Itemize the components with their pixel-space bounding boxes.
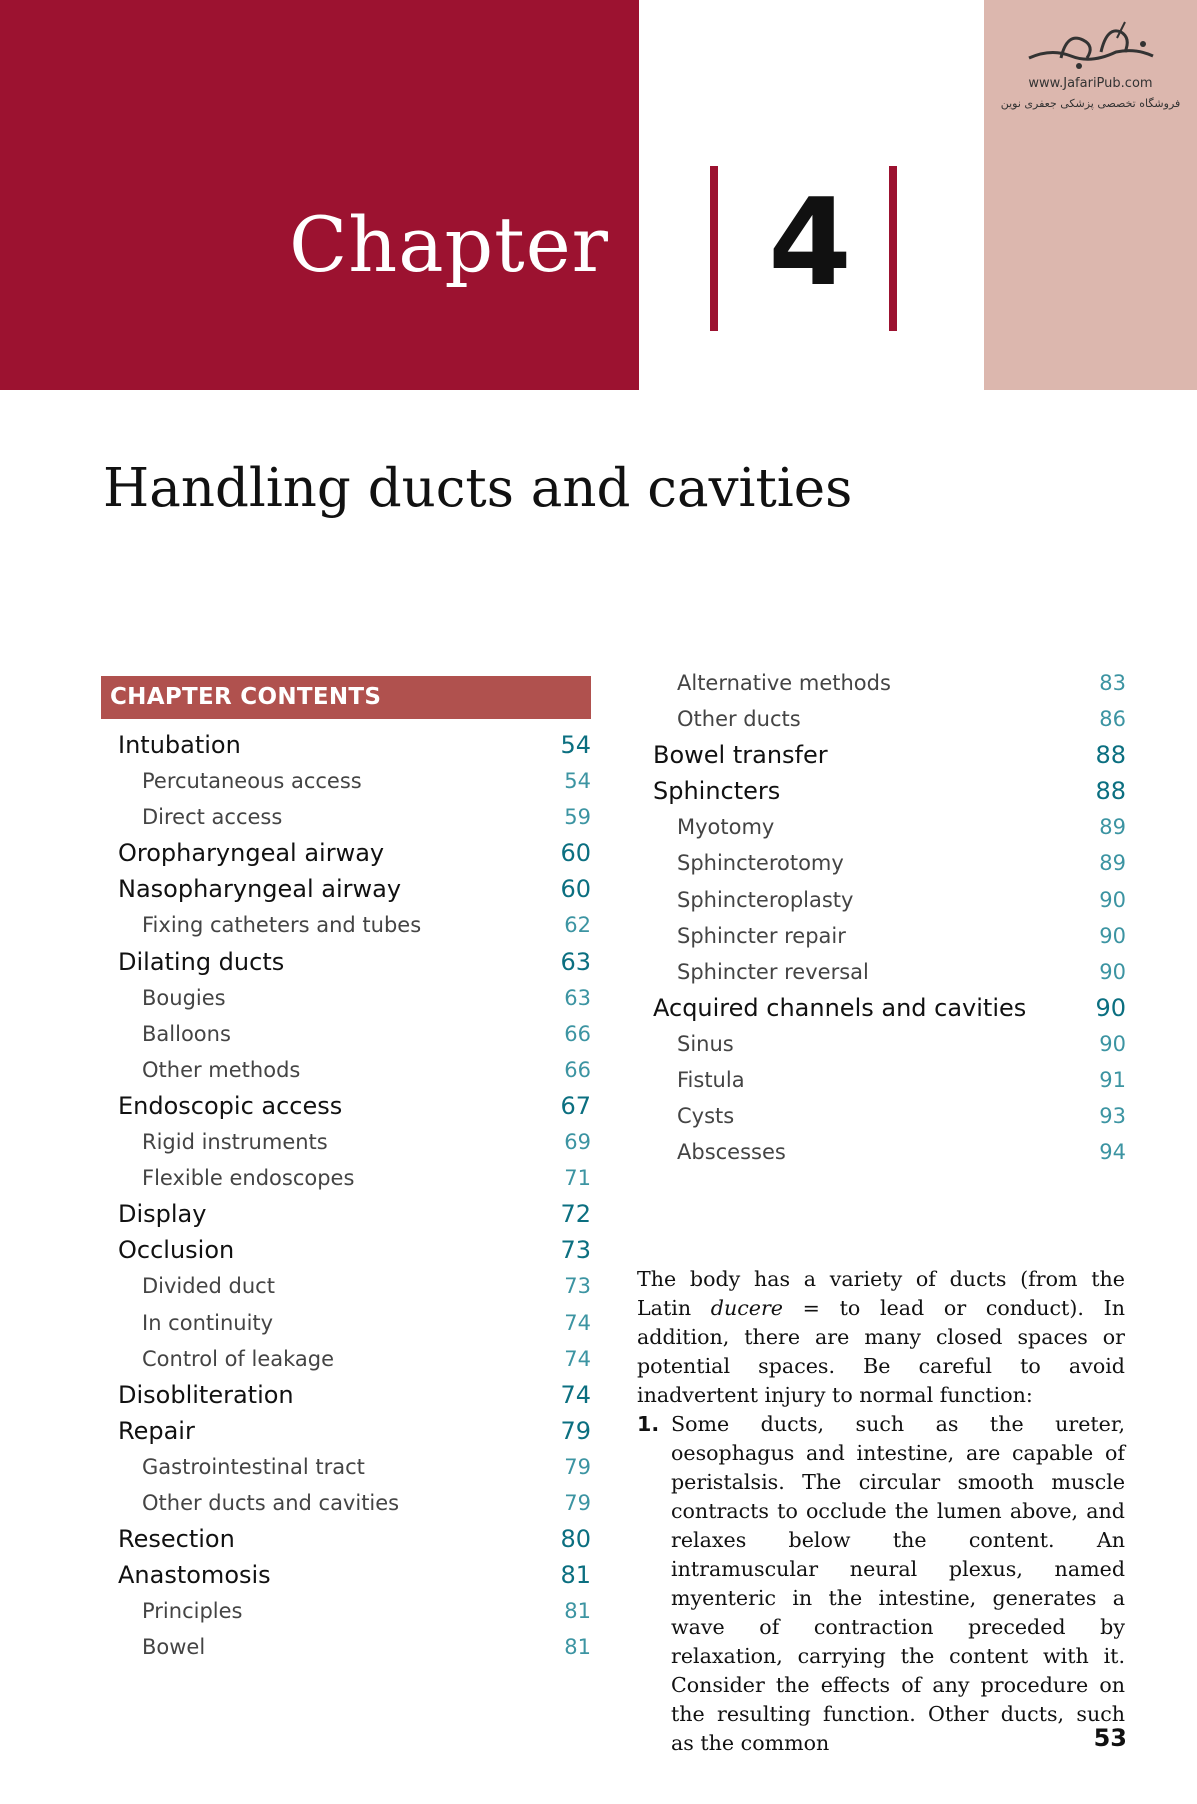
toc-entry-page[interactable]: 66 (564, 1021, 591, 1046)
toc-entry[interactable] (118, 1557, 591, 1593)
toc-entry[interactable] (118, 944, 591, 980)
toc-entry-label: Occlusion (118, 1236, 235, 1265)
toc-entry-page[interactable]: 72 (560, 1200, 591, 1229)
toc-entry-label: Balloons (142, 1021, 231, 1046)
toc-entry[interactable] (653, 665, 1126, 701)
chapter-bar-right (889, 166, 897, 331)
toc-entry-label: Rigid instruments (142, 1130, 328, 1155)
toc-entry-page[interactable]: 81 (564, 1635, 591, 1660)
toc-entry[interactable] (118, 1232, 591, 1268)
toc-entry[interactable] (653, 882, 1126, 918)
toc-entry-page[interactable]: 79 (564, 1454, 591, 1479)
toc-entry-label: Gastrointestinal tract (142, 1454, 365, 1479)
toc-entry-page[interactable]: 59 (564, 805, 591, 830)
toc-entry-page[interactable]: 90 (1099, 923, 1126, 948)
toc-entry-label: Disobliteration (118, 1380, 294, 1409)
toc-entry-label: Other ducts (677, 707, 801, 732)
toc-entry[interactable] (118, 980, 591, 1016)
intro-text-end: = to lead or conduct). In addition, there are many closed spaces or potential spaces. Be careful to avoid inadvertent injury to normal function: (637, 1296, 1125, 1407)
toc-entry-label: Sphincters (653, 777, 781, 806)
toc-entry-page[interactable]: 89 (1099, 851, 1126, 876)
item-text: Some ducts, such as the ureter, oesophagus and intestine, are capable of peristalsis. The circular smooth muscle contracts to occlude the lumen above, and relaxes below the content. An intramuscular neural plexus, named myenteric in the intestine, generates a wave of contraction preceded by relaxation, carrying the content with it. Consider the effects of any procedure on the resulting function. Other ducts, such as the common (671, 1412, 1125, 1755)
toc-entry-label: Oropharyngeal airway (118, 839, 385, 868)
numbered-item (637, 1410, 1125, 1758)
toc-entry-label: Flexible endoscopes (142, 1166, 355, 1191)
toc-entry-page[interactable]: 89 (1099, 815, 1126, 840)
publisher-tagline: فروشگاه تخصصی پزشکی جعفری نوین (1000, 97, 1181, 110)
toc-entry[interactable] (118, 1052, 591, 1088)
toc-entry-page[interactable]: 94 (1099, 1140, 1126, 1165)
toc-entry-label: Bowel transfer (653, 741, 828, 770)
toc-entry-label: Repair (118, 1416, 195, 1445)
chapter-number: 4 (768, 174, 852, 313)
toc-entry-page[interactable]: 79 (560, 1416, 591, 1445)
toc-entry[interactable] (653, 918, 1126, 954)
toc-entry-page[interactable]: 88 (1095, 777, 1126, 806)
toc-entry[interactable] (653, 990, 1126, 1026)
toc-entry[interactable] (118, 1268, 591, 1304)
toc-entry-label: Display (118, 1200, 207, 1229)
toc-entry-label: Intubation (118, 731, 241, 759)
toc-entry[interactable] (118, 1088, 591, 1124)
toc-entry-label: Sphincter repair (677, 923, 846, 948)
toc-entry-label: Myotomy (677, 815, 775, 840)
publisher-logo-icon (1021, 18, 1161, 74)
toc-entry[interactable] (118, 1160, 591, 1196)
body-text (637, 1265, 1125, 1758)
toc-entry-label: Other methods (142, 1057, 301, 1082)
toc-entry-label: Endoscopic access (118, 1091, 343, 1120)
toc-entry-label: Sinus (677, 1031, 734, 1056)
contents-list-left (118, 727, 591, 1665)
toc-entry-page[interactable]: 54 (560, 731, 591, 759)
toc-entry[interactable] (653, 737, 1126, 773)
toc-entry-page[interactable]: 74 (564, 1346, 591, 1371)
toc-entry-label: Bougies (142, 985, 226, 1010)
toc-entry-label: Percutaneous access (142, 769, 362, 794)
toc-entry-page[interactable]: 86 (1099, 707, 1126, 732)
toc-entry-page[interactable]: 71 (564, 1166, 591, 1191)
toc-entry-page[interactable]: 81 (560, 1561, 591, 1590)
toc-entry-page[interactable]: 54 (564, 769, 591, 794)
toc-entry-page[interactable]: 91 (1099, 1068, 1126, 1093)
toc-entry[interactable] (653, 1134, 1126, 1170)
toc-entry[interactable] (118, 835, 591, 871)
toc-entry[interactable] (653, 1098, 1126, 1134)
toc-entry[interactable] (118, 1196, 591, 1232)
toc-entry-page[interactable]: 69 (564, 1130, 591, 1155)
toc-entry[interactable] (118, 727, 591, 763)
item-number: 1. (637, 1412, 660, 1436)
intro-text-start: The body has a variety of ducts (from the Latin (637, 1267, 1125, 1320)
toc-entry-page[interactable]: 67 (560, 1091, 591, 1120)
toc-entry[interactable] (653, 701, 1126, 737)
toc-entry[interactable] (118, 1341, 591, 1377)
toc-entry-label: Fistula (677, 1068, 745, 1093)
toc-entry-label: Nasopharyngeal airway (118, 875, 402, 904)
toc-entry-label: Anastomosis (118, 1561, 271, 1590)
chapter-title: Handling ducts and cavities (103, 458, 853, 519)
toc-entry[interactable] (653, 809, 1126, 845)
toc-entry-label: Sphincter reversal (677, 959, 869, 984)
toc-entry[interactable] (118, 1016, 591, 1052)
toc-entry[interactable] (118, 1124, 591, 1160)
toc-entry-label: Sphincterotomy (677, 851, 844, 876)
toc-entry-label: Abscesses (677, 1140, 786, 1165)
toc-entry-label: Dilating ducts (118, 947, 285, 976)
toc-entry[interactable] (653, 1026, 1126, 1062)
publisher-watermark (984, 18, 1197, 110)
toc-entry-page[interactable]: 74 (564, 1310, 591, 1335)
toc-entry-label: Control of leakage (142, 1346, 335, 1371)
toc-entry[interactable] (653, 845, 1126, 881)
latin-term: ducere (710, 1296, 783, 1320)
toc-entry-page[interactable]: 60 (560, 875, 591, 904)
toc-entry-page[interactable]: 63 (564, 985, 591, 1010)
toc-entry[interactable] (118, 1593, 591, 1629)
toc-entry-page[interactable]: 62 (564, 913, 591, 938)
toc-entry[interactable] (118, 1485, 591, 1521)
toc-entry-label: Divided duct (142, 1274, 275, 1299)
toc-entry-label: In continuity (142, 1310, 274, 1335)
toc-entry[interactable] (653, 954, 1126, 990)
toc-entry-label: Sphincteroplasty (677, 887, 854, 912)
toc-entry[interactable] (118, 907, 591, 943)
toc-entry-label: Other ducts and cavities (142, 1490, 400, 1515)
toc-entry[interactable] (653, 773, 1126, 809)
toc-entry-page[interactable]: 74 (560, 1380, 591, 1409)
toc-entry-page[interactable]: 90 (1099, 887, 1126, 912)
toc-entry-page[interactable]: 60 (560, 839, 591, 868)
toc-entry[interactable] (653, 1062, 1126, 1098)
toc-entry-label: Bowel (142, 1635, 206, 1660)
toc-entry[interactable] (118, 1413, 591, 1449)
chapter-bar-left (710, 166, 718, 331)
toc-entry-page[interactable]: 90 (1099, 1031, 1126, 1056)
contents-list-right (653, 665, 1126, 1170)
toc-entry-label: Principles (142, 1599, 243, 1624)
toc-entry[interactable] (118, 763, 591, 799)
toc-entry-label: Fixing catheters and tubes (142, 913, 422, 938)
publisher-url: www.JafariPub.com (1028, 76, 1153, 91)
toc-entry-page[interactable]: 73 (564, 1274, 591, 1299)
toc-entry[interactable] (118, 1629, 591, 1665)
toc-entry-page[interactable]: 73 (560, 1236, 591, 1265)
toc-entry-label: Cysts (677, 1104, 735, 1129)
toc-entry-page[interactable]: 88 (1095, 741, 1126, 770)
chapter-banner (0, 0, 639, 390)
toc-entry-page[interactable]: 79 (564, 1490, 591, 1515)
chapter-word: Chapter (289, 200, 609, 289)
toc-entry[interactable] (118, 1377, 591, 1413)
toc-entry-page[interactable]: 83 (1099, 671, 1126, 695)
contents-header: CHAPTER CONTENTS (101, 676, 591, 719)
toc-entry[interactable] (118, 1521, 591, 1557)
toc-entry-label: Alternative methods (677, 671, 891, 695)
toc-entry-label: Acquired channels and cavities (653, 993, 1027, 1022)
toc-entry-page[interactable]: 63 (560, 947, 591, 976)
toc-entry[interactable] (118, 1305, 591, 1341)
toc-entry-page[interactable]: 66 (564, 1057, 591, 1082)
toc-entry-label: Resection (118, 1525, 235, 1554)
toc-entry[interactable] (118, 871, 591, 907)
toc-entry-page[interactable]: 90 (1095, 993, 1126, 1022)
toc-entry-page[interactable]: 93 (1099, 1104, 1126, 1129)
page-number: 53 (1093, 1724, 1127, 1752)
toc-entry-page[interactable]: 90 (1099, 959, 1126, 984)
intro-paragraph (637, 1265, 1125, 1410)
toc-entry-page[interactable]: 80 (560, 1525, 591, 1554)
toc-entry[interactable] (118, 799, 591, 835)
toc-entry[interactable] (118, 1449, 591, 1485)
toc-entry-label: Direct access (142, 805, 283, 830)
toc-entry-page[interactable]: 81 (564, 1599, 591, 1624)
